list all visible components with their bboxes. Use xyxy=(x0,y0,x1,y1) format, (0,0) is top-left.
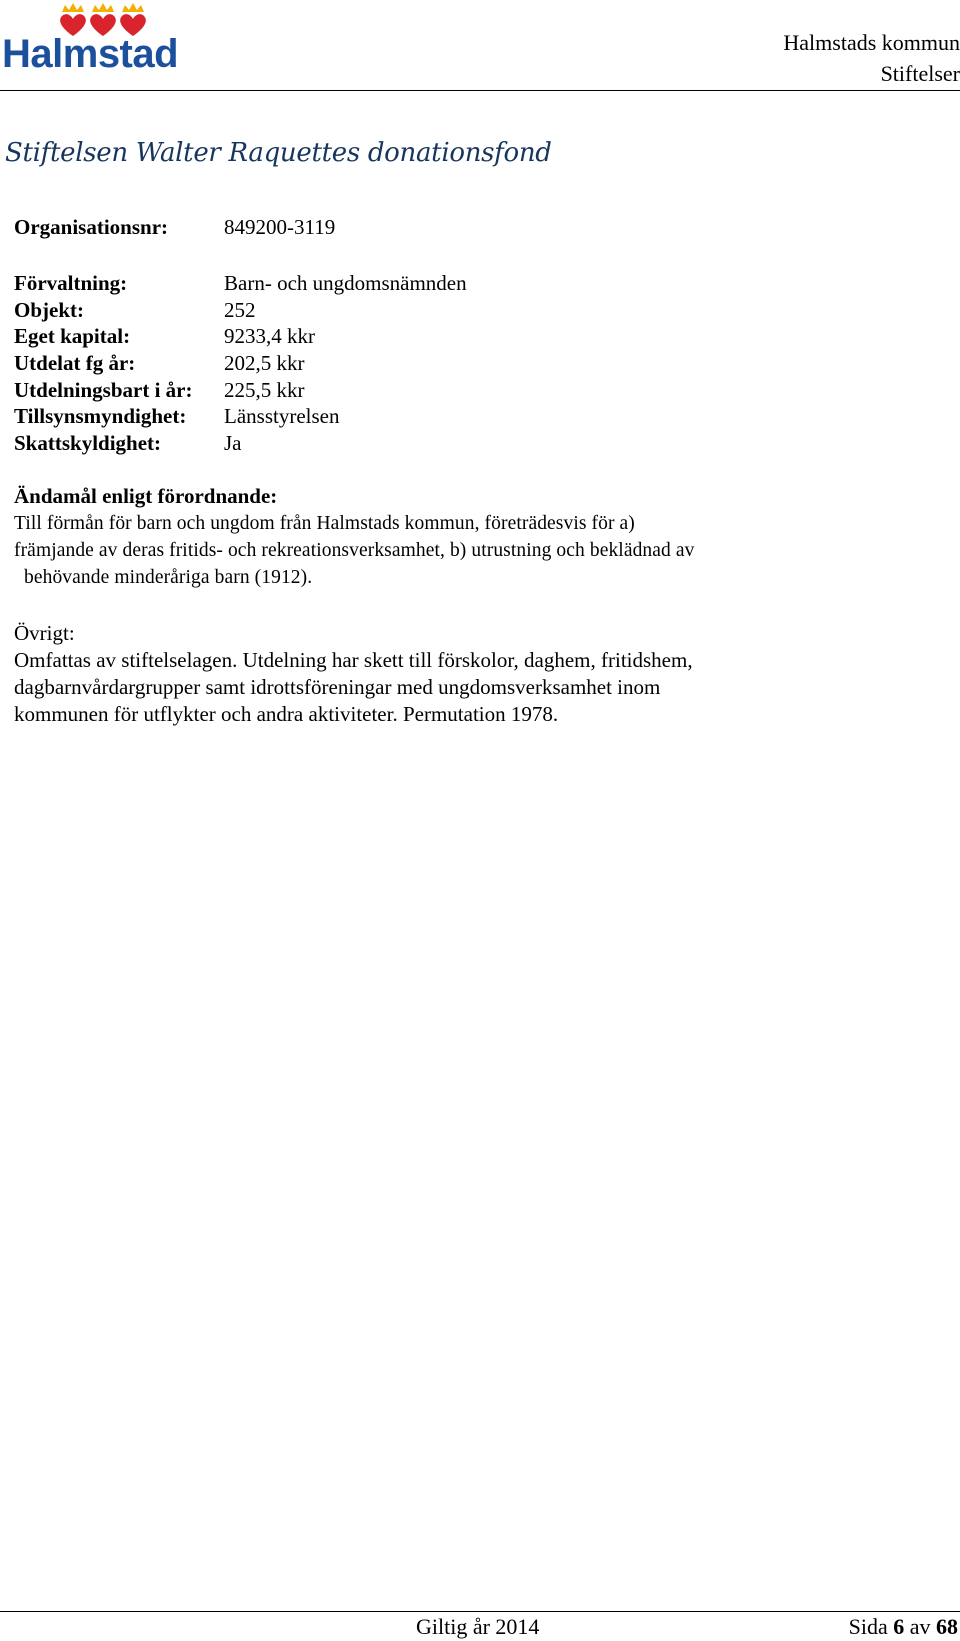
page-separator: av xyxy=(909,1614,931,1639)
field-value: 202,5 kkr xyxy=(224,351,305,376)
field-label: Utdelat fg år: xyxy=(14,351,136,376)
purpose-line: behövande minderåriga barn (1912). xyxy=(24,567,313,588)
municipality-name: Halmstads kommun xyxy=(783,30,960,55)
field-value: Barn- och ungdomsnämnden xyxy=(224,271,467,295)
page-indicator xyxy=(849,1614,958,1640)
info-fields xyxy=(14,270,467,457)
org-number-value: 849200-3119 xyxy=(224,215,336,239)
other-line: kommunen för utflykter och andra aktiviteter. Permutation 1978. xyxy=(14,702,559,726)
field-value: Ja xyxy=(224,431,242,456)
field-row xyxy=(14,323,467,350)
org-number-label: Organisationsnr: xyxy=(14,215,169,239)
field-label: Eget kapital: xyxy=(14,324,131,349)
halmstad-logo xyxy=(0,0,179,80)
validity-year: Giltig år 2014 xyxy=(416,1614,540,1639)
field-row xyxy=(14,430,467,457)
purpose-line: Till förmån för barn och ungdom från Halmstads kommun, företrädesvis för a) xyxy=(14,513,635,534)
other-text xyxy=(14,647,944,728)
page-current: 6 xyxy=(893,1614,905,1639)
header-info xyxy=(783,27,960,89)
field-row xyxy=(14,403,467,430)
field-label: Förvaltning: xyxy=(14,271,128,295)
other-line: dagbarnvårdargrupper samt idrottsföreningar med ungdomsverksamhet inom xyxy=(14,675,661,699)
header-divider xyxy=(0,90,960,91)
field-label: Tillsynsmyndighet: xyxy=(14,404,187,429)
purpose-heading: Ändamål enligt förordnande: xyxy=(14,484,278,508)
org-number-row xyxy=(14,215,335,240)
footer-divider xyxy=(0,1611,960,1612)
field-row xyxy=(14,377,467,404)
purpose-section xyxy=(14,483,944,591)
purpose-text xyxy=(14,510,944,591)
field-row xyxy=(14,350,467,377)
field-label: Utdelningsbart i år: xyxy=(14,377,193,402)
field-row xyxy=(14,297,467,324)
section-name: Stiftelser xyxy=(880,61,960,86)
other-heading: Övrigt: xyxy=(14,621,75,645)
field-label: Skattskyldighet: xyxy=(14,431,162,456)
logo-wordmark: Halmstad xyxy=(2,32,179,76)
field-label: Objekt: xyxy=(14,297,84,322)
field-value: Länsstyrelsen xyxy=(224,404,340,429)
other-section xyxy=(14,620,944,728)
field-value: 225,5 kkr xyxy=(224,377,305,402)
page-total: 68 xyxy=(936,1614,958,1639)
field-value: 252 xyxy=(224,297,256,322)
crown-icon xyxy=(62,3,144,12)
field-row xyxy=(14,270,467,297)
document-title: Stiftelsen Walter Raquettes donationsfond xyxy=(5,138,552,168)
purpose-line: främjande av deras fritids- och rekreationsverksamhet, b) utrustning och beklädnad av xyxy=(14,540,695,561)
other-line: Omfattas av stiftelselagen. Utdelning har skett till förskolor, daghem, fritidshem, xyxy=(14,648,693,672)
page-prefix: Sida xyxy=(848,1614,888,1639)
field-value: 9233,4 kkr xyxy=(224,324,315,349)
